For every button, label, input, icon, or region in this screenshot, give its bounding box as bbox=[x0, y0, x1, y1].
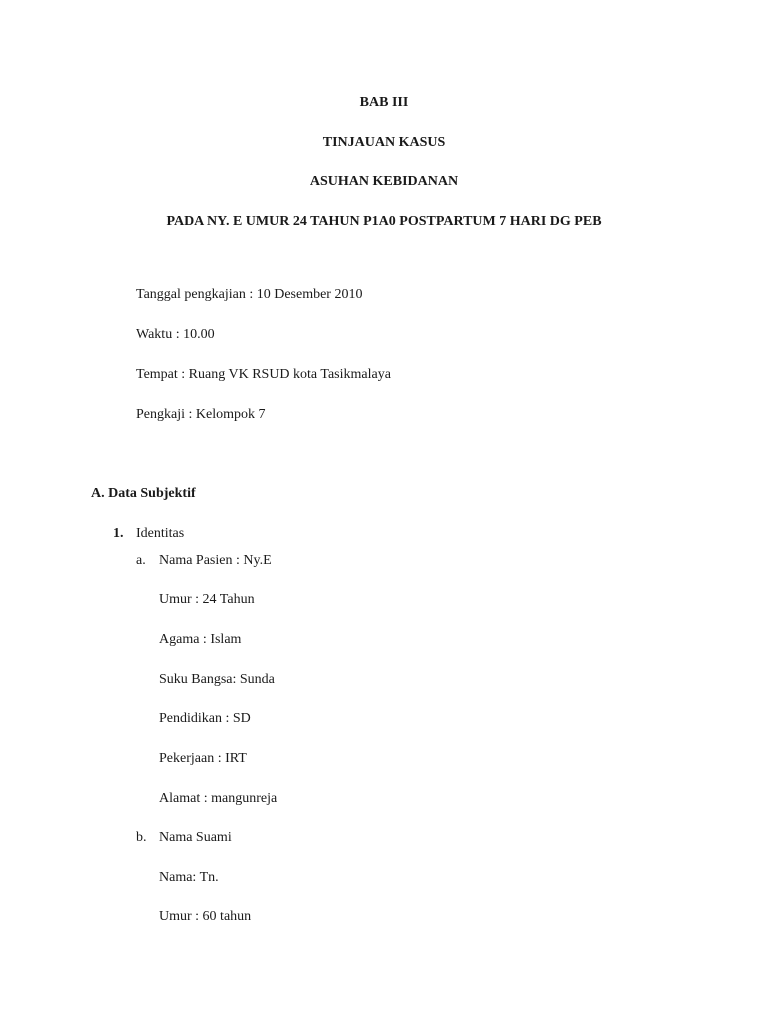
assessor: Pengkaji : Kelompok 7 bbox=[136, 407, 266, 422]
care-title: ASUHAN KEBIDANAN bbox=[309, 174, 459, 189]
husband-label: Nama Suami bbox=[159, 830, 232, 845]
patient-education: Pendidikan : SD bbox=[159, 711, 251, 726]
patient-religion: Agama : Islam bbox=[159, 632, 242, 647]
subjective-data-heading: A. Data Subjektif bbox=[91, 486, 196, 501]
list-letter-b: b. bbox=[136, 830, 147, 845]
patient-occupation: Pekerjaan : IRT bbox=[159, 751, 247, 766]
chapter-heading: BAB III bbox=[359, 95, 409, 110]
patient-name: Nama Pasien : Ny.E bbox=[159, 553, 272, 568]
assessment-place: Tempat : Ruang VK RSUD kota Tasikmalaya bbox=[136, 367, 391, 382]
case-title: PADA NY. E UMUR 24 TAHUN P1A0 POSTPARTUM 7 HARI DG PEB bbox=[166, 214, 602, 229]
identity-label: Identitas bbox=[136, 526, 185, 541]
list-letter-a: a. bbox=[136, 553, 146, 568]
husband-age: Umur : 60 tahun bbox=[159, 909, 252, 924]
patient-age: Umur : 24 Tahun bbox=[159, 592, 255, 607]
patient-address: Alamat : mangunreja bbox=[159, 791, 278, 806]
list-number-1: 1. bbox=[113, 526, 124, 541]
section-title: TINJAUAN KASUS bbox=[322, 135, 446, 150]
husband-name: Nama: Tn. bbox=[159, 870, 219, 885]
assessment-date: Tanggal pengkajian : 10 Desember 2010 bbox=[136, 287, 363, 302]
patient-ethnicity: Suku Bangsa: Sunda bbox=[159, 672, 275, 687]
assessment-time: Waktu : 10.00 bbox=[136, 327, 215, 342]
